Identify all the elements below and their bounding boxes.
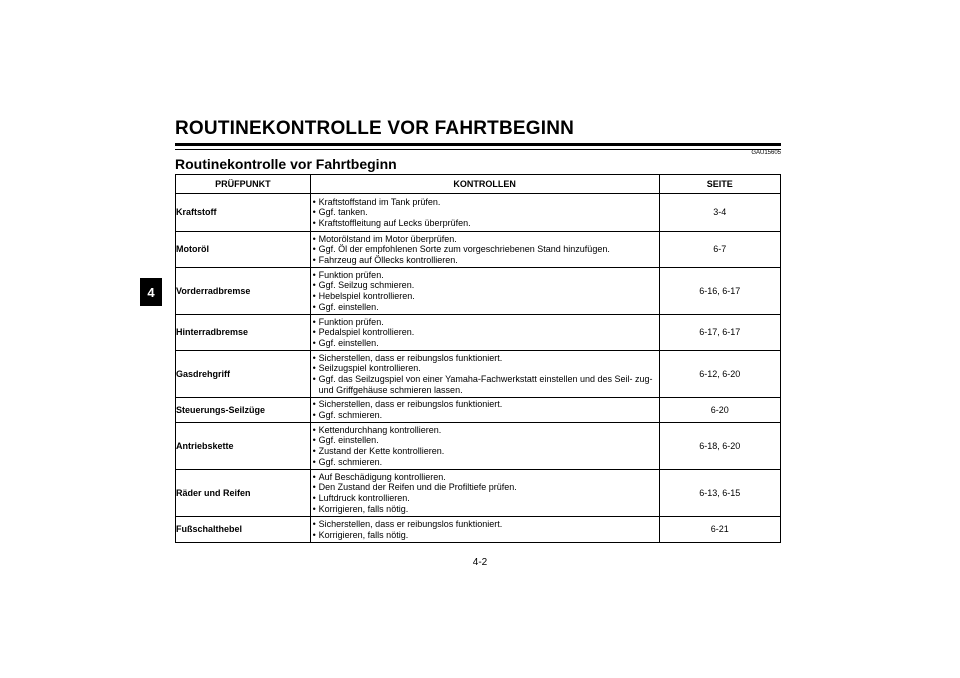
check-step: • Funktion prüfen. bbox=[311, 317, 659, 328]
table-row bbox=[176, 517, 781, 543]
check-step: • Korrigieren, falls nötig. bbox=[311, 530, 659, 541]
page-number: 4-2 bbox=[472, 557, 488, 568]
check-list bbox=[311, 353, 659, 395]
check-step: • Den Zustand der Reifen und die Profiltiefe prüfen. bbox=[311, 482, 659, 493]
chapter-tab: 4 bbox=[140, 278, 162, 306]
check-step: • Ggf. schmieren. bbox=[311, 410, 659, 421]
check-item: Motoröl bbox=[176, 232, 311, 268]
check-list bbox=[311, 317, 659, 349]
check-step: • Pedalspiel kontrollieren. bbox=[311, 327, 659, 338]
reference-pages: 3-4 bbox=[659, 194, 780, 232]
table-row bbox=[176, 351, 781, 398]
reference-pages: 6-12, 6-20 bbox=[659, 351, 780, 398]
check-instructions bbox=[310, 423, 659, 470]
reference-pages: 6-18, 6-20 bbox=[659, 423, 780, 470]
table-row bbox=[176, 232, 781, 268]
check-list bbox=[311, 425, 659, 467]
check-item: Gasdrehgriff bbox=[176, 351, 311, 398]
check-instructions bbox=[310, 398, 659, 423]
check-step: • Motorölstand im Motor überprüfen. bbox=[311, 234, 659, 245]
column-header-pages: SEITE bbox=[659, 175, 780, 194]
check-instructions bbox=[310, 470, 659, 517]
check-step: • Luftdruck kontrollieren. bbox=[311, 493, 659, 504]
check-step: • Kraftstoffstand im Tank prüfen. bbox=[311, 197, 659, 208]
check-step: • Auf Beschädigung kontrollieren. bbox=[311, 472, 659, 483]
check-item: Antriebskette bbox=[176, 423, 311, 470]
check-list bbox=[311, 472, 659, 514]
check-step: • Fahrzeug auf Öllecks kontrollieren. bbox=[311, 255, 659, 266]
check-instructions bbox=[310, 194, 659, 232]
check-step: • Ggf. schmieren. bbox=[311, 457, 659, 468]
check-list bbox=[311, 234, 659, 266]
reference-pages: 6-21 bbox=[659, 517, 780, 543]
table-row bbox=[176, 315, 781, 351]
check-item: Vorderradbremse bbox=[176, 268, 311, 315]
check-step: • Sicherstellen, dass er reibungslos funktioniert. bbox=[311, 519, 659, 530]
reference-code: GAU15605 bbox=[751, 150, 781, 156]
reference-pages: 6-20 bbox=[659, 398, 780, 423]
check-step: • Funktion prüfen. bbox=[311, 270, 659, 281]
check-item: Hinterradbremse bbox=[176, 315, 311, 351]
table-row bbox=[176, 268, 781, 315]
table-row bbox=[176, 398, 781, 423]
check-step: • Ggf. einstellen. bbox=[311, 302, 659, 313]
check-step: • Ggf. einstellen. bbox=[311, 435, 659, 446]
check-step: • Seilzugspiel kontrollieren. bbox=[311, 363, 659, 374]
column-header-checks: KONTROLLEN bbox=[310, 175, 659, 194]
check-step: • Sicherstellen, dass er reibungslos funktioniert. bbox=[311, 353, 659, 364]
check-step: • Kettendurchhang kontrollieren. bbox=[311, 425, 659, 436]
check-step: • Ggf. tanken. bbox=[311, 207, 659, 218]
check-step: • Sicherstellen, dass er reibungslos funktioniert. bbox=[311, 399, 659, 410]
table-row bbox=[176, 194, 781, 232]
check-item: Fußschalthebel bbox=[176, 517, 311, 543]
check-step: • Zustand der Kette kontrollieren. bbox=[311, 446, 659, 457]
check-item: Räder und Reifen bbox=[176, 470, 311, 517]
check-step: • Kraftstoffleitung auf Lecks überprüfen. bbox=[311, 218, 659, 229]
check-step: • Hebelspiel kontrollieren. bbox=[311, 291, 659, 302]
check-instructions bbox=[310, 268, 659, 315]
routine-check-table bbox=[175, 174, 781, 543]
check-list bbox=[311, 197, 659, 229]
check-instructions bbox=[310, 315, 659, 351]
check-step: • Ggf. Seilzug schmieren. bbox=[311, 280, 659, 291]
check-list bbox=[311, 399, 659, 420]
reference-pages: 6-13, 6-15 bbox=[659, 470, 780, 517]
check-step: • Ggf. das Seilzugspiel von einer Yamaha-Fachwerkstatt einstellen und des Seil- zug- und Griffgehäuse schmieren lassen. bbox=[311, 374, 659, 395]
check-instructions bbox=[310, 232, 659, 268]
table-body bbox=[176, 194, 781, 543]
table-row bbox=[176, 470, 781, 517]
table-row bbox=[176, 423, 781, 470]
check-item: Steuerungs-Seilzüge bbox=[176, 398, 311, 423]
check-item: Kraftstoff bbox=[176, 194, 311, 232]
page-title: ROUTINEKONTROLLE VOR FAHRTBEGINN bbox=[175, 118, 781, 146]
reference-pages: 6-7 bbox=[659, 232, 780, 268]
check-instructions bbox=[310, 517, 659, 543]
section-title: Routinekontrolle vor Fahrtbeginn bbox=[175, 156, 397, 172]
check-step: • Ggf. einstellen. bbox=[311, 338, 659, 349]
check-list bbox=[311, 519, 659, 540]
check-instructions bbox=[310, 351, 659, 398]
column-header-item: PRÜFPUNKT bbox=[176, 175, 311, 194]
reference-pages: 6-16, 6-17 bbox=[659, 268, 780, 315]
reference-pages: 6-17, 6-17 bbox=[659, 315, 780, 351]
check-step: • Ggf. Öl der empfohlenen Sorte zum vorgeschriebenen Stand hinzufügen. bbox=[311, 244, 659, 255]
check-step: • Korrigieren, falls nötig. bbox=[311, 504, 659, 515]
check-list bbox=[311, 270, 659, 312]
table-header-row bbox=[176, 175, 781, 194]
